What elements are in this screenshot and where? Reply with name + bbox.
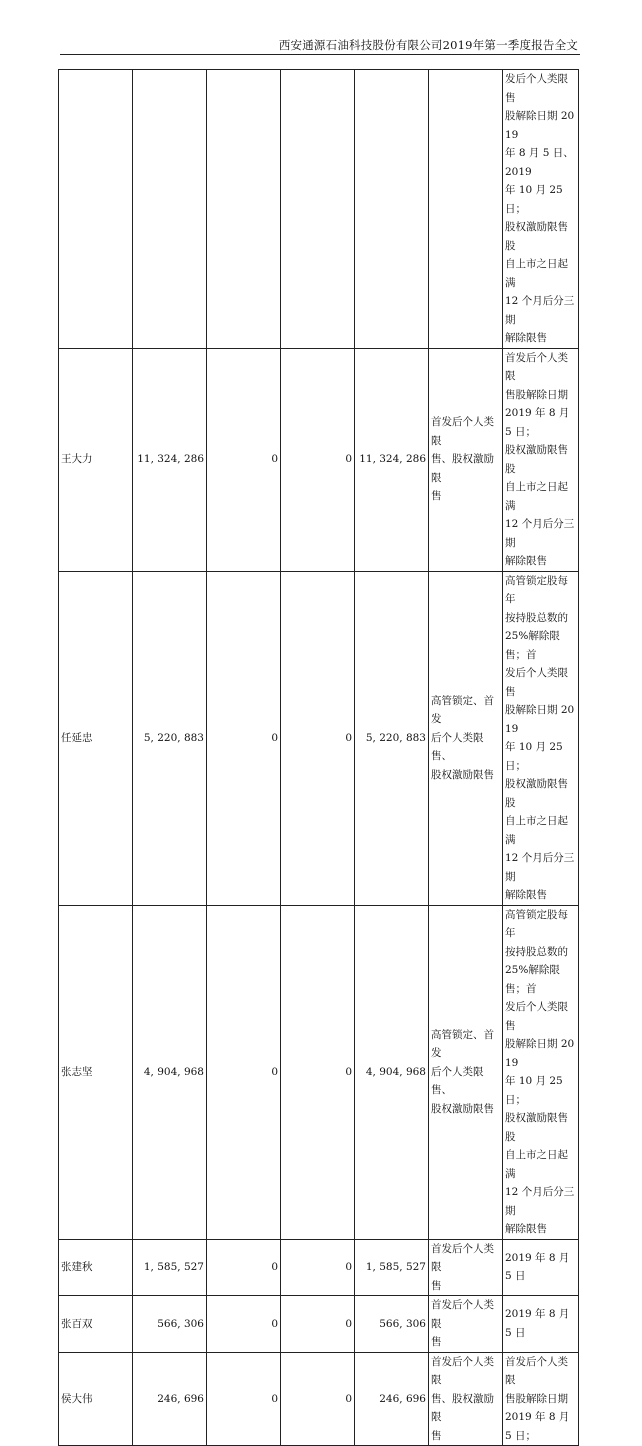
release-date-line: 自上市之日起满	[505, 481, 568, 512]
end-restricted-shares-cell: 1, 585, 527	[355, 1239, 429, 1296]
restriction-reason-line: 股权激励限售	[431, 768, 494, 781]
release-date-line: 按持股总数的	[505, 611, 568, 624]
release-date-line: 12 个月后分三期	[505, 518, 575, 549]
release-date-line: 发后个人类限售	[505, 667, 568, 698]
restriction-reason-line: 售	[431, 1336, 442, 1348]
release-date-line: 按持股总数的	[505, 945, 568, 958]
release-date-cell	[503, 348, 579, 571]
restricted-shares-table	[58, 69, 579, 1446]
restriction-reason-cell	[429, 1296, 503, 1353]
release-date-line: 股权激励限售股	[505, 221, 568, 252]
released-shares-cell	[207, 70, 281, 349]
released-shares-cell: 0	[207, 1239, 281, 1296]
release-date-line: 股解除日期 2019	[505, 110, 575, 141]
release-date-line: 2019 年 8 月 5 日；	[505, 1411, 570, 1442]
shareholder-name-cell: 张志坚	[59, 905, 133, 1239]
restriction-reason-line: 售	[431, 1279, 442, 1292]
restriction-reason-cell	[429, 70, 503, 349]
end-restricted-shares-cell: 246, 696	[355, 1352, 429, 1446]
release-date-line: 解除限售	[505, 555, 547, 567]
restriction-reason-line: 首发后个人类限	[431, 1242, 494, 1273]
restriction-reason-cell	[429, 1352, 503, 1446]
release-date-line: 股解除日期 2019	[505, 1038, 575, 1069]
restriction-reason-cell	[429, 571, 503, 905]
restriction-reason-line: 售	[431, 1429, 442, 1442]
release-date-line: 发后个人类限售	[505, 1001, 568, 1032]
released-shares-cell: 0	[207, 905, 281, 1239]
shareholder-name-cell: 任延忠	[59, 571, 133, 905]
table-row	[59, 905, 579, 1239]
release-date-line: 25%解除限售；首	[505, 964, 560, 995]
table-row	[59, 1352, 579, 1446]
restriction-reason-line: 售	[431, 490, 442, 503]
table-row	[59, 348, 579, 571]
table-row	[59, 70, 579, 349]
release-date-line: 股权激励限售股	[505, 1112, 568, 1143]
release-date-line: 年 10 月 25 日；	[505, 184, 563, 215]
release-date-line: 解除限售	[505, 332, 547, 344]
report-header-title: 西安通源石油科技股份有限公司2019年第一季度报告全文	[278, 38, 578, 52]
begin-restricted-shares-cell: 4, 904, 968	[133, 905, 207, 1239]
release-date-line: 12 个月后分三期	[505, 852, 575, 883]
release-date-cell	[503, 1296, 579, 1353]
release-date-line: 25%解除限售；首	[505, 630, 560, 661]
released-shares-cell: 0	[207, 348, 281, 571]
release-date-line: 年 10 月 25 日；	[505, 741, 563, 772]
release-date-line: 股解除日期 2019	[505, 704, 575, 735]
end-restricted-shares-cell: 5, 220, 883	[355, 571, 429, 905]
restriction-reason-line: 售、股权激励限	[431, 1392, 494, 1423]
begin-restricted-shares-cell: 5, 220, 883	[133, 571, 207, 905]
restriction-reason-cell	[429, 905, 503, 1239]
release-date-line: 2019 年 8 月 5 日	[505, 1308, 570, 1339]
restriction-reason-cell	[429, 348, 503, 571]
restriction-reason-line: 股权激励限售	[431, 1102, 494, 1115]
end-restricted-shares-cell: 11, 324, 286	[355, 348, 429, 571]
release-date-cell	[503, 1239, 579, 1296]
release-date-line: 自上市之日起满	[505, 1149, 568, 1180]
released-shares-cell: 0	[207, 1296, 281, 1353]
end-restricted-shares-cell: 4, 904, 968	[355, 905, 429, 1239]
released-shares-cell: 0	[207, 571, 281, 905]
added-restricted-shares-cell: 0	[281, 1352, 355, 1446]
restriction-reason-line: 售、股权激励限	[431, 453, 494, 484]
release-date-line: 售股解除日期	[505, 1392, 568, 1405]
shareholder-name-cell	[59, 70, 133, 349]
shareholder-name-cell: 张建秋	[59, 1239, 133, 1296]
end-restricted-shares-cell	[355, 70, 429, 349]
shareholder-name-cell: 王大力	[59, 348, 133, 571]
release-date-line: 解除限售	[505, 889, 547, 901]
release-date-line: 发后个人类限售	[505, 73, 568, 104]
release-date-line: 高管锁定股每年	[505, 908, 568, 939]
added-restricted-shares-cell	[281, 70, 355, 349]
release-date-line: 首发后个人类限	[505, 351, 568, 382]
added-restricted-shares-cell: 0	[281, 1239, 355, 1296]
begin-restricted-shares-cell: 1, 585, 527	[133, 1239, 207, 1296]
release-date-line: 年 8 月 5 日、2019	[505, 147, 574, 178]
release-date-line: 高管锁定股每年	[505, 574, 568, 605]
begin-restricted-shares-cell: 246, 696	[133, 1352, 207, 1446]
release-date-cell	[503, 70, 579, 349]
release-date-line: 售股解除日期	[505, 388, 568, 401]
restriction-reason-line: 后个人类限售、	[431, 1065, 484, 1097]
restriction-reason-line: 首发后个人类限	[431, 1355, 494, 1386]
release-date-cell	[503, 571, 579, 905]
begin-restricted-shares-cell: 566, 306	[133, 1296, 207, 1353]
restriction-reason-line: 首发后个人类限	[431, 416, 494, 447]
restriction-reason-line: 后个人类限售、	[431, 731, 484, 763]
added-restricted-shares-cell: 0	[281, 348, 355, 571]
release-date-line: 年 10 月 25 日；	[505, 1075, 563, 1106]
release-date-cell	[503, 1352, 579, 1446]
added-restricted-shares-cell: 0	[281, 1296, 355, 1353]
shareholder-name-cell: 张百双	[59, 1296, 133, 1353]
begin-restricted-shares-cell	[133, 70, 207, 349]
release-date-line: 解除限售	[505, 1223, 547, 1235]
table-row	[59, 1239, 579, 1296]
restriction-reason-line: 首发后个人类限	[431, 1299, 494, 1330]
table-body	[59, 70, 579, 1446]
release-date-line: 2019 年 8 月 5 日	[505, 1251, 570, 1283]
released-shares-cell: 0	[207, 1352, 281, 1446]
table-row	[59, 571, 579, 905]
release-date-cell	[503, 905, 579, 1239]
restriction-reason-line: 高管锁定、首发	[431, 694, 494, 726]
release-date-line: 首发后个人类限	[505, 1355, 568, 1386]
table-row	[59, 1296, 579, 1353]
release-date-line: 自上市之日起满	[505, 258, 568, 289]
header-rule	[60, 54, 580, 55]
release-date-line: 自上市之日起满	[505, 815, 568, 846]
added-restricted-shares-cell: 0	[281, 905, 355, 1239]
restriction-reason-cell	[429, 1239, 503, 1296]
release-date-line: 12 个月后分三期	[505, 295, 575, 326]
restriction-reason-line: 高管锁定、首发	[431, 1028, 494, 1060]
release-date-line: 2019 年 8 月 5 日；	[505, 407, 570, 438]
release-date-line: 股权激励限售股	[505, 444, 568, 475]
shareholder-name-cell: 侯大伟	[59, 1352, 133, 1446]
release-date-line: 12 个月后分三期	[505, 1186, 575, 1217]
begin-restricted-shares-cell: 11, 324, 286	[133, 348, 207, 571]
end-restricted-shares-cell: 566, 306	[355, 1296, 429, 1353]
added-restricted-shares-cell: 0	[281, 571, 355, 905]
release-date-line: 股权激励限售股	[505, 778, 568, 809]
